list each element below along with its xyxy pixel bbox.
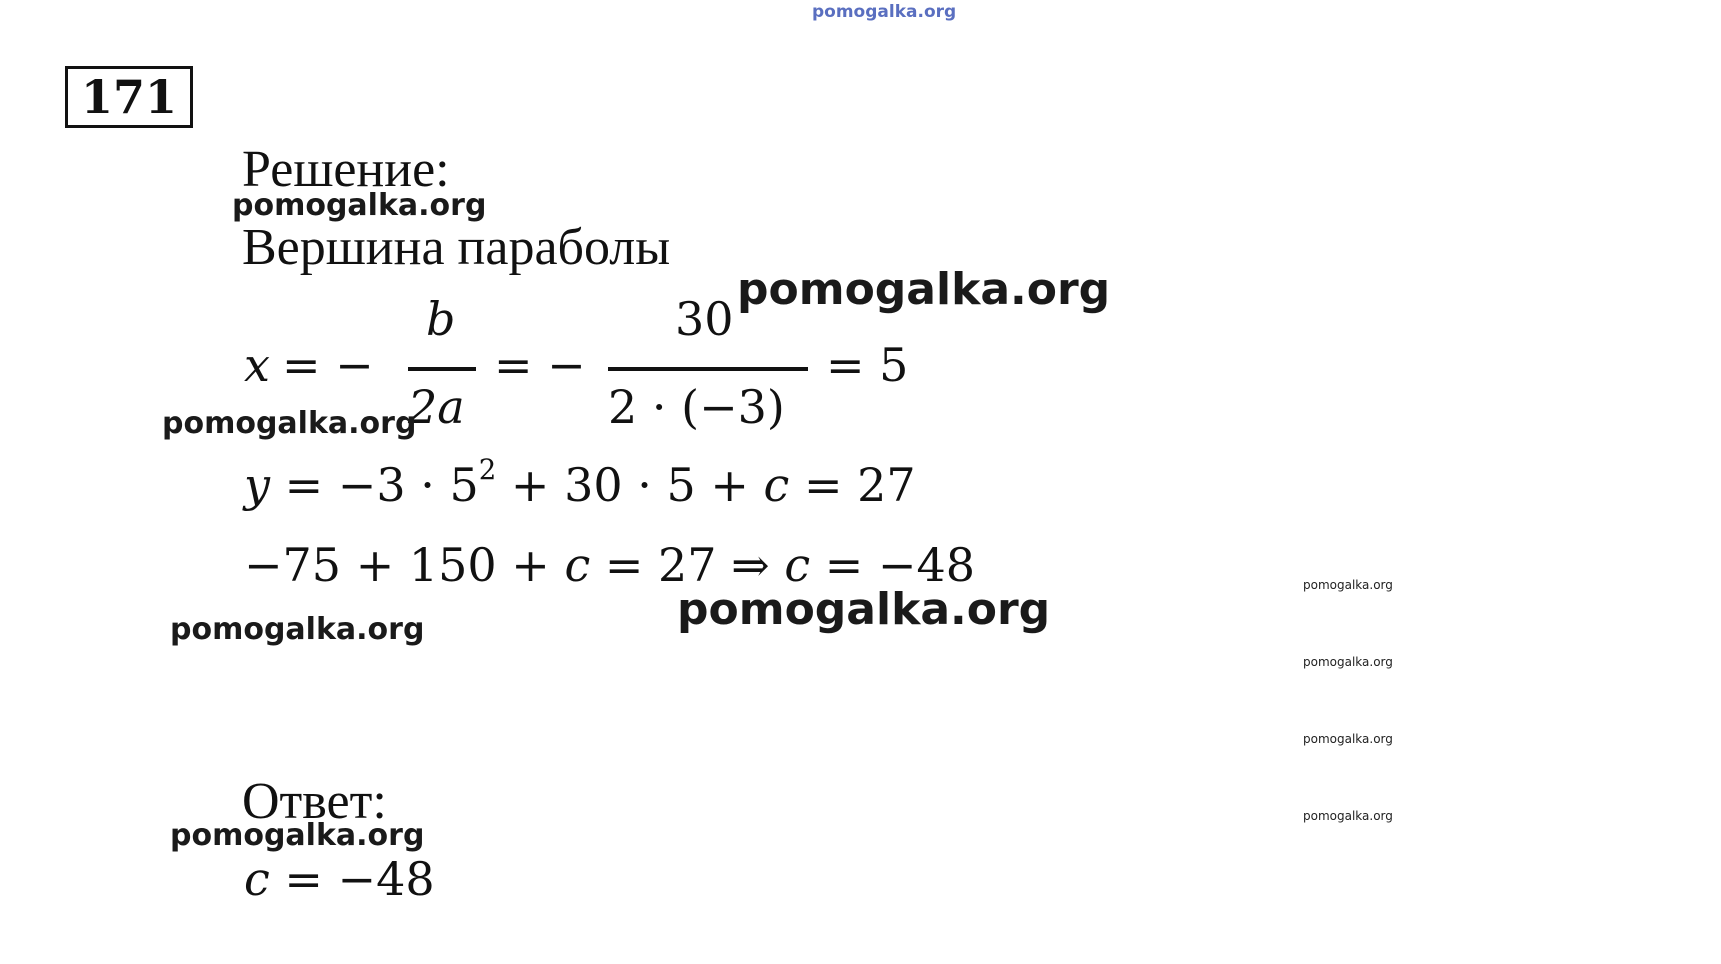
problem-number: 171 (80, 70, 178, 124)
x-variable: x (244, 338, 270, 392)
watermark-small: pomogalka.org (1303, 809, 1393, 823)
y-variable: y (244, 458, 270, 512)
c-variable: c (784, 538, 811, 592)
x-equals-minus-1: = − (282, 338, 374, 392)
watermark-small: pomogalka.org (1303, 655, 1393, 669)
c-eq-part2: = 27 ⇒ (604, 538, 770, 592)
watermark-small: pomogalka.org (1303, 578, 1393, 592)
watermark: pomogalka.org (232, 188, 487, 223)
watermark: pomogalka.org (170, 818, 425, 853)
watermark: pomogalka.org (737, 264, 1111, 315)
c-eq-part1: −75 + 150 + (244, 538, 550, 592)
watermark-top: pomogalka.org (812, 2, 957, 22)
answer-equation (244, 852, 435, 906)
fraction2-denominator: 2 · (−3) (608, 380, 785, 434)
vertex-heading: Вершина параболы (242, 219, 671, 276)
y-rhs-part2: + 30 · 5 + (510, 458, 749, 512)
c-variable: c (763, 458, 790, 512)
y-rhs-part3: = 27 (803, 458, 916, 512)
x-equals-minus-2: = − (494, 338, 586, 392)
watermark: pomogalka.org (677, 584, 1051, 635)
answer-value: = −48 (284, 852, 435, 906)
fraction1-bar (408, 367, 476, 371)
watermark-small: pomogalka.org (1303, 732, 1393, 746)
fraction2-bar (608, 367, 808, 371)
y-equation (244, 452, 916, 512)
solution-heading: Решение: (242, 141, 450, 198)
c-variable: c (564, 538, 591, 592)
c-variable: c (244, 852, 270, 906)
c-eq-part3: = −48 (824, 538, 975, 592)
problem-number-box (65, 66, 193, 128)
y-rhs-part1: = −3 · 5 (284, 458, 479, 512)
answer-heading: Ответ: (242, 773, 387, 830)
watermark: pomogalka.org (170, 612, 425, 647)
x-result: = 5 (826, 338, 909, 392)
fraction2-numerator: 30 (675, 292, 734, 346)
watermark: pomogalka.org (162, 406, 417, 441)
fraction1-denominator: 2a (408, 380, 465, 434)
fraction1-numerator: b (426, 292, 456, 346)
y-exponent: 2 (478, 452, 497, 486)
